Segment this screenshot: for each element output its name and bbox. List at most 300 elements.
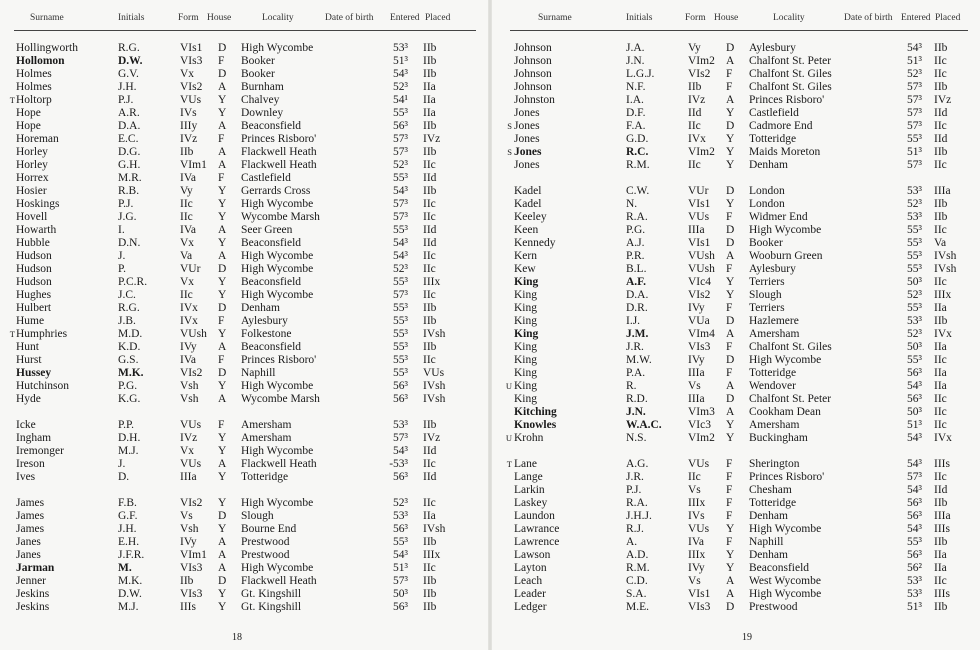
cell-placed: IIc <box>423 289 436 301</box>
cell-initials: L.G.J. <box>626 68 655 80</box>
register-row <box>0 432 488 445</box>
cell-placed: IIb <box>934 198 948 210</box>
cell-house: A <box>218 81 227 93</box>
cell-initials: A. <box>626 536 638 548</box>
cell-placed: IIa <box>423 94 436 106</box>
cell-locality: High Wycombe <box>749 354 822 366</box>
cell-form: IIb <box>688 81 702 93</box>
cell-surname: Holmes <box>16 68 52 80</box>
cell-marker: S <box>507 121 512 131</box>
cell-entered: 52³ <box>393 263 408 275</box>
cell-form: Vx <box>180 68 195 80</box>
cell-house: A <box>218 393 227 405</box>
register-row <box>0 120 488 133</box>
cell-placed: IIb <box>934 601 948 613</box>
cell-entered: 53³ <box>907 185 922 197</box>
cell-placed: IIIx <box>934 289 952 301</box>
cell-placed: IIIs <box>934 458 950 470</box>
cell-locality: Denham <box>749 510 788 522</box>
cell-form: IVx <box>180 302 198 314</box>
register-row <box>492 393 980 406</box>
header-rule <box>14 30 476 31</box>
cell-entered: 56³ <box>907 497 922 509</box>
cell-entered: 57³ <box>907 159 922 171</box>
cell-form: IIIa <box>180 471 197 483</box>
cell-initials: N.F. <box>626 81 646 93</box>
cell-entered: 56³ <box>907 549 922 561</box>
cell-surname: Hume <box>16 315 45 327</box>
cell-placed: IIa <box>934 302 947 314</box>
cell-house: D <box>218 68 227 80</box>
cell-surname: Lange <box>514 471 543 483</box>
cell-surname: Janes <box>16 549 41 561</box>
cell-house: Y <box>218 289 227 301</box>
cell-house: F <box>726 263 733 275</box>
cell-locality: Flackwell Heath <box>241 146 317 158</box>
cell-form: IIc <box>688 471 701 483</box>
cell-house: A <box>726 575 735 587</box>
cell-form: VIm1 <box>180 159 207 171</box>
header-initials: Initials <box>626 13 653 23</box>
cell-initials: J.M. <box>626 328 649 340</box>
cell-locality: Flackwell Heath <box>241 458 317 470</box>
cell-placed: IIIs <box>934 588 950 600</box>
cell-form: VIm2 <box>688 432 715 444</box>
cell-entered: 55³ <box>393 354 408 366</box>
cell-house: D <box>218 263 227 275</box>
cell-form: VUs <box>688 523 710 535</box>
cell-surname: Jeskins <box>16 601 50 613</box>
cell-entered: 54³ <box>393 237 408 249</box>
cell-initials: K.G. <box>118 393 141 405</box>
cell-initials: J. <box>118 458 126 470</box>
cell-house: D <box>218 302 227 314</box>
cell-form: IVa <box>180 354 196 366</box>
cell-house: A <box>726 94 735 106</box>
header-entered: Entered <box>901 13 931 23</box>
cell-locality: Princes Risboro' <box>749 94 825 106</box>
cell-entered: 53³ <box>907 211 922 223</box>
cell-locality: Cookham Dean <box>749 406 821 418</box>
cell-house: A <box>726 55 735 67</box>
page-number: 19 <box>742 632 752 643</box>
header-locality: Locality <box>262 13 294 23</box>
register-row <box>0 42 488 55</box>
cell-surname: Knowles <box>514 419 557 431</box>
cell-placed: IIb <box>934 42 948 54</box>
cell-house: Y <box>218 276 227 288</box>
cell-initials: P.P. <box>118 419 134 431</box>
cell-locality: High Wycombe <box>241 445 314 457</box>
cell-house: F <box>726 211 733 223</box>
register-row <box>492 250 980 263</box>
cell-entered: 54³ <box>393 185 408 197</box>
cell-locality: Booker <box>241 68 275 80</box>
cell-form: IIIa <box>688 393 705 405</box>
cell-form: Vx <box>180 445 195 457</box>
register-row <box>0 367 488 380</box>
cell-placed: IIb <box>934 536 948 548</box>
cell-surname: Janes <box>16 536 41 548</box>
cell-form: VIc3 <box>688 419 711 431</box>
cell-initials: A.F. <box>626 276 647 288</box>
register-row <box>0 198 488 211</box>
cell-surname: Johnson <box>514 55 552 67</box>
cell-locality: Gt. Kingshill <box>241 601 302 613</box>
cell-locality: Wooburn Green <box>749 250 823 262</box>
cell-placed: IId <box>423 237 437 249</box>
cell-initials: J.G. <box>118 211 137 223</box>
cell-locality: Amersham <box>241 419 292 431</box>
cell-form: VIs1 <box>688 588 711 600</box>
cell-surname: Johnston <box>514 94 555 106</box>
cell-surname: Lawrence <box>514 536 560 548</box>
column-header-row <box>0 13 488 27</box>
cell-locality: Chalfont St. Peter <box>749 55 832 67</box>
register-row <box>492 562 980 575</box>
header-surname: Surname <box>538 13 572 23</box>
cell-house: F <box>218 55 225 67</box>
cell-house: Y <box>218 94 227 106</box>
cell-form: IVy <box>180 341 197 353</box>
cell-locality: Beaconsfield <box>241 237 302 249</box>
register-row <box>492 55 980 68</box>
header-surname: Surname <box>30 13 64 23</box>
cell-initials: R.J. <box>626 523 644 535</box>
cell-house: F <box>726 302 733 314</box>
cell-house: Y <box>218 198 227 210</box>
register-row <box>0 354 488 367</box>
cell-form: VIm4 <box>688 328 715 340</box>
cell-entered: 51³ <box>907 146 922 158</box>
cell-placed: IIb <box>934 211 948 223</box>
register-row <box>0 458 488 471</box>
cell-house: F <box>726 68 733 80</box>
cell-placed: IIb <box>423 315 437 327</box>
cell-initials: D. <box>118 471 130 483</box>
register-row <box>0 536 488 549</box>
cell-placed: IVsh <box>423 393 446 405</box>
cell-surname: King <box>514 289 537 301</box>
cell-placed: IId <box>423 224 437 236</box>
cell-placed: IIc <box>423 159 436 171</box>
register-row <box>492 341 980 354</box>
cell-entered: 57³ <box>393 198 408 210</box>
cell-entered: 55³ <box>393 367 408 379</box>
cell-house: Y <box>726 432 735 444</box>
cell-house: A <box>218 120 227 132</box>
header-locality: Locality <box>773 13 805 23</box>
cell-surname: Hubble <box>16 237 50 249</box>
register-row <box>0 328 488 341</box>
cell-entered: 51³ <box>393 55 408 67</box>
cell-form: Va <box>180 250 193 262</box>
cell-locality: High Wycombe <box>241 198 314 210</box>
register-row <box>492 133 980 146</box>
cell-locality: Wendover <box>749 380 796 392</box>
cell-form: IVa <box>180 172 196 184</box>
cell-entered: 52³ <box>907 289 922 301</box>
page-number: 18 <box>232 632 242 643</box>
cell-placed: IVz <box>423 432 441 444</box>
cell-locality: Booker <box>749 237 783 249</box>
cell-surname: Jones <box>514 120 540 132</box>
cell-house: A <box>218 224 227 236</box>
cell-surname: Kew <box>514 263 536 275</box>
register-row <box>0 315 488 328</box>
cell-form: Vx <box>180 237 195 249</box>
header-dob: Date of birth <box>325 13 374 23</box>
cell-placed: IVsh <box>934 263 957 275</box>
cell-initials: D.G. <box>118 146 141 158</box>
cell-entered: 51³ <box>393 562 408 574</box>
cell-placed: IIc <box>934 224 947 236</box>
cell-entered: 57³ <box>907 81 922 93</box>
cell-form: VIs2 <box>180 367 203 379</box>
cell-form: IVa <box>688 536 704 548</box>
register-row <box>0 107 488 120</box>
cell-surname: Ireson <box>16 458 45 470</box>
cell-placed: IId <box>423 445 437 457</box>
cell-form: IVy <box>688 354 705 366</box>
cell-initials: C.W. <box>626 185 650 197</box>
cell-surname: James <box>16 510 45 522</box>
cell-locality: Beaconsfield <box>241 341 302 353</box>
cell-marker: T <box>9 329 15 339</box>
cell-entered: 53³ <box>907 575 922 587</box>
cell-locality: Terriers <box>749 302 785 314</box>
cell-placed: IIc <box>423 211 436 223</box>
cell-house: F <box>218 315 225 327</box>
cell-initials: K.D. <box>118 341 141 353</box>
cell-locality: Chesham <box>749 484 792 496</box>
cell-surname: Hosier <box>16 185 47 197</box>
cell-entered: 55³ <box>393 328 408 340</box>
register-row <box>492 263 980 276</box>
cell-locality: Gt. Kingshill <box>241 588 302 600</box>
cell-locality: Amersham <box>749 328 800 340</box>
cell-form: VUs <box>180 94 202 106</box>
cell-placed: IIc <box>934 354 947 366</box>
cell-entered: 55³ <box>393 536 408 548</box>
cell-locality: Widmer End <box>749 211 808 223</box>
cell-entered: 56³ <box>393 380 408 392</box>
register-rows <box>492 42 980 614</box>
register-row <box>0 81 488 94</box>
cell-house: D <box>726 185 735 197</box>
register-row <box>492 276 980 289</box>
cell-locality: High Wycombe <box>241 380 314 392</box>
header-placed: Placed <box>935 13 961 23</box>
cell-surname: Hughes <box>16 289 52 301</box>
cell-placed: IIIs <box>934 523 950 535</box>
cell-initials: G.F. <box>118 510 138 522</box>
cell-form: Vs <box>180 510 193 522</box>
cell-house: Y <box>218 211 227 223</box>
cell-placed: IIb <box>423 575 437 587</box>
cell-form: VUsh <box>180 328 207 340</box>
cell-surname: James <box>16 497 45 509</box>
cell-marker: T <box>9 95 15 105</box>
cell-house: Y <box>218 588 227 600</box>
cell-entered: 52³ <box>907 328 922 340</box>
cell-house: F <box>726 471 733 483</box>
cell-locality: Aylesbury <box>749 42 796 54</box>
cell-house: A <box>218 341 227 353</box>
cell-locality: Seer Green <box>241 224 293 236</box>
cell-initials: W.A.C. <box>626 419 662 431</box>
cell-locality: West Wycombe <box>749 575 821 587</box>
cell-locality: Prestwood <box>241 536 290 548</box>
cell-surname: Lawrance <box>514 523 560 535</box>
register-row <box>492 68 980 81</box>
cell-locality: Chalfont St. Giles <box>749 81 832 93</box>
cell-house: Y <box>218 601 227 613</box>
cell-house: D <box>726 315 735 327</box>
cell-initials: I. <box>118 224 125 236</box>
cell-house: Y <box>726 549 735 561</box>
cell-locality: Downley <box>241 107 284 119</box>
cell-entered: 50³ <box>907 276 922 288</box>
cell-placed: IIa <box>423 510 436 522</box>
cell-entered: -53³ <box>389 458 408 470</box>
cell-surname: Hope <box>16 120 41 132</box>
cell-initials: P.A. <box>626 367 646 379</box>
cell-placed: IIb <box>423 120 437 132</box>
cell-placed: IIb <box>423 55 437 67</box>
cell-placed: IIa <box>934 549 947 561</box>
register-row <box>492 380 980 393</box>
cell-initials: D.W. <box>118 55 143 67</box>
cell-initials: B.L. <box>626 263 647 275</box>
cell-placed: IIc <box>934 575 947 587</box>
cell-surname: Hunt <box>16 341 39 353</box>
cell-initials: D.H. <box>118 432 141 444</box>
cell-locality: Booker <box>241 55 275 67</box>
register-row <box>0 250 488 263</box>
cell-surname: James <box>16 523 45 535</box>
cell-house: F <box>218 172 225 184</box>
cell-placed: IIc <box>934 68 947 80</box>
cell-form: IVx <box>688 133 706 145</box>
register-row <box>492 523 980 536</box>
cell-initials: R.D. <box>626 393 648 405</box>
cell-placed: IIIa <box>934 510 951 522</box>
cell-surname: Hurst <box>16 354 42 366</box>
cell-house: F <box>726 497 733 509</box>
cell-house: F <box>726 341 733 353</box>
cell-placed: IIIx <box>423 276 441 288</box>
cell-locality: High Wycombe <box>241 289 314 301</box>
cell-placed: IVx <box>934 432 952 444</box>
cell-surname: Holtorp <box>16 94 52 106</box>
cell-placed: IId <box>423 172 437 184</box>
cell-form: IIc <box>180 211 193 223</box>
cell-locality: Beaconsfield <box>241 276 302 288</box>
cell-form: VIs1 <box>688 237 711 249</box>
cell-placed: IIc <box>423 562 436 574</box>
cell-locality: Amersham <box>241 432 292 444</box>
cell-entered: 50³ <box>393 588 408 600</box>
cell-entered: 53³ <box>393 510 408 522</box>
column-header-row <box>492 13 980 27</box>
register-row <box>0 211 488 224</box>
cell-form: IIc <box>180 289 193 301</box>
cell-form: Vs <box>688 484 701 496</box>
cell-surname: King <box>514 341 537 353</box>
cell-surname: Hyde <box>16 393 41 405</box>
cell-initials: J.R. <box>626 471 644 483</box>
cell-entered: 53³ <box>393 42 408 54</box>
cell-house: Y <box>726 146 735 158</box>
cell-form: IVy <box>688 562 705 574</box>
cell-surname: Horeman <box>16 133 59 145</box>
cell-house: D <box>726 393 735 405</box>
cell-locality: Cadmore End <box>749 120 813 132</box>
cell-entered: 51³ <box>907 419 922 431</box>
register-row <box>0 497 488 510</box>
cell-form: VIm2 <box>688 146 715 158</box>
register-row <box>492 198 980 211</box>
register-row <box>492 484 980 497</box>
cell-surname: Jarman <box>16 562 55 574</box>
cell-surname: Ledger <box>514 601 547 613</box>
cell-entered: 55³ <box>393 315 408 327</box>
cell-entered: 57³ <box>393 146 408 158</box>
cell-form: IIIx <box>688 497 706 509</box>
cell-locality: High Wycombe <box>241 263 314 275</box>
cell-surname: Jenner <box>16 575 47 587</box>
cell-initials: J.B. <box>118 315 136 327</box>
cell-surname: Iremonger <box>16 445 64 457</box>
cell-locality: Totteridge <box>749 367 797 379</box>
register-row <box>0 68 488 81</box>
cell-locality: Princes Risboro' <box>241 133 317 145</box>
register-row <box>492 432 980 445</box>
cell-locality: High Wycombe <box>749 523 822 535</box>
cell-form: VUr <box>180 263 201 275</box>
cell-form: IIc <box>180 198 193 210</box>
cell-surname: Hope <box>16 107 41 119</box>
register-row <box>0 94 488 107</box>
cell-locality: Denham <box>241 302 280 314</box>
cell-surname: Laundon <box>514 510 555 522</box>
cell-form: VIs3 <box>688 601 711 613</box>
register-row <box>492 471 980 484</box>
cell-entered: 50³ <box>907 341 922 353</box>
cell-initials: J.A. <box>626 42 645 54</box>
cell-surname: King <box>514 328 539 340</box>
cell-entered: 54³ <box>907 432 922 444</box>
cell-house: Y <box>726 107 735 119</box>
cell-form: VUs <box>180 419 202 431</box>
cell-initials: M.D. <box>118 328 143 340</box>
cell-house: D <box>218 42 227 54</box>
cell-locality: Maids Moreton <box>749 146 821 158</box>
cell-surname: King <box>514 315 537 327</box>
cell-placed: IIb <box>423 341 437 353</box>
cell-placed: Va <box>934 237 947 249</box>
cell-locality: High Wycombe <box>749 588 822 600</box>
cell-locality: Burnham <box>241 81 284 93</box>
cell-house: D <box>726 354 735 366</box>
cell-form: VIs2 <box>688 289 711 301</box>
cell-entered: 54³ <box>907 42 922 54</box>
cell-placed: IIb <box>423 588 437 600</box>
cell-initials: M.R. <box>118 172 142 184</box>
cell-house: D <box>726 224 735 236</box>
header-rule <box>510 30 968 31</box>
